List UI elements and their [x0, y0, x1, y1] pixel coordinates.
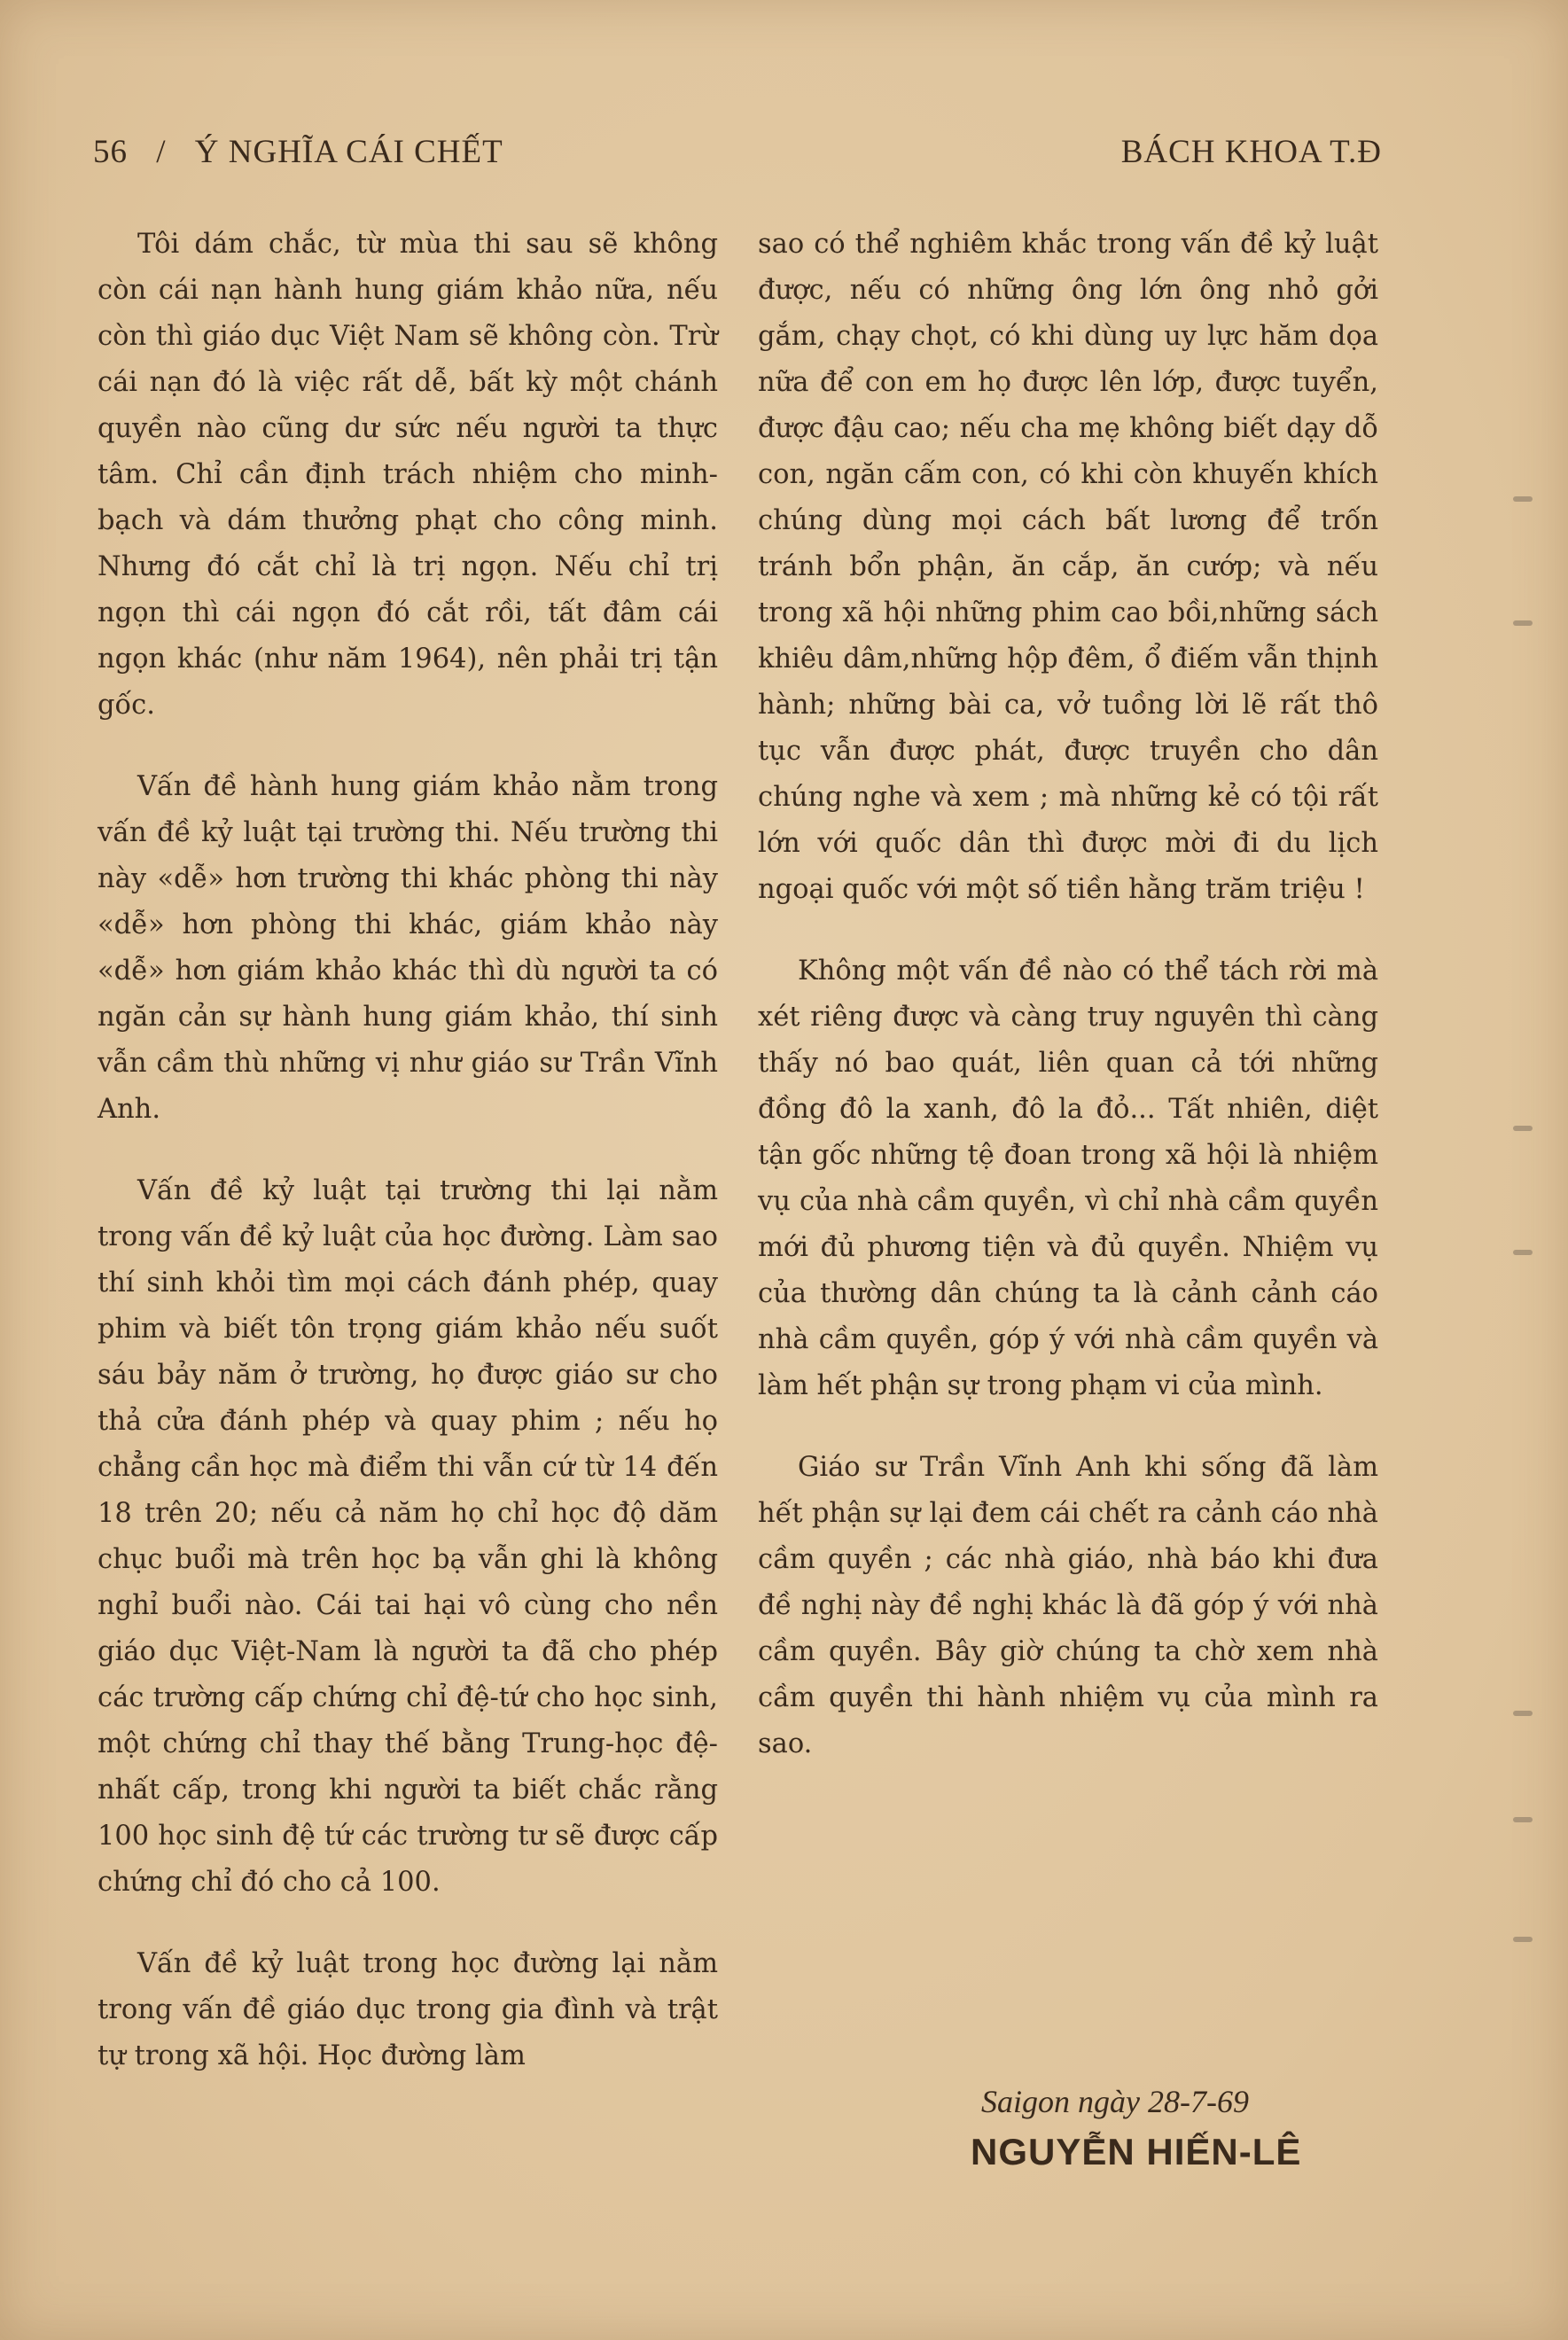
- paragraph: Vấn đề kỷ luật tại trường thi lại nằm trong vấn đề kỷ luật của học đường. Làm sao thí sinh khỏi tìm mọi cách đánh phép, quay phim và biết tôn trọng giám khảo nếu suốt sáu bảy năm ở trường, họ được giáo sư cho thả cửa đánh phép và quay phim ; nếu họ chẳng cần học mà điểm thi vẫn cứ từ 14 đến 18 trên 20; nếu cả năm họ chỉ học độ dăm chục buổi mà trên học bạ vẫn ghi là không nghỉ buổi nào. Cái tai hại vô cùng cho nền giáo dục Việt-Nam là người ta đã cho phép các trường cấp chứng chỉ đệ-tứ cho học sinh, một chứng chỉ thay thế bằng Trung-học đệ-nhất cấp, trong khi người ta biết chắc rằng 100 học sinh đệ tứ các trường tư sẽ được cấp chứng chỉ đó cho cả 100.: [98, 1175, 718, 1898]
- paper-mark: [1513, 496, 1533, 502]
- paragraph: Không một vấn đề nào có thể tách rời mà xét riêng được và càng truy nguyên thì càng thấy nó bao quát, liên quan cả tới những đồng đô la xanh, đô la đỏ... Tất nhiên, diệt tận gốc những tệ đoan trong xã hội là nhiệm vụ của nhà cầm quyền, vì chỉ nhà cầm quyền mới đủ phương tiện và đủ quyền. Nhiệm vụ của thường dân chúng ta là cảnh cảnh cáo nhà cầm quyền, góp ý với nhà cầm quyền và làm hết phận sự trong phạm vi của mình.: [758, 956, 1378, 1401]
- paragraph: sao có thể nghiêm khắc trong vấn đề kỷ luật được, nếu có những ông lớn ông nhỏ gởi gắm, chạy chọt, có khi dùng uy lực hăm dọa nữa để con em họ được lên lớp, được tuyển, được đậu cao; nếu cha mẹ không biết dạy dỗ con, ngăn cấm con, có khi còn khuyến khích chúng dùng mọi cách bất lương để trốn tránh bổn phận, ăn cắp, ăn cướp; và nếu trong xã hội những phim cao bồi,những sách khiêu dâm,những hộp đêm, ổ điếm vẫn thịnh hành; những bài ca, vở tuồng lời lẽ rất thô tục vẫn được phát, được truyền cho dân chúng nghe và xem ; mà những kẻ có tội rất lớn với quốc dân thì được mời đi du lịch ngoại quốc với một số tiền hằng trăm triệu !: [758, 229, 1378, 905]
- page-header: [93, 133, 1382, 171]
- signoff-date: Saigon ngày 28-7-69: [981, 2084, 1249, 2119]
- author-name: NGUYỄN HIẾN-LÊ: [971, 2131, 1302, 2172]
- header-separator: /: [156, 134, 167, 170]
- left-column: [98, 222, 718, 2115]
- page-number: 56: [93, 134, 128, 170]
- paragraph: Giáo sư Trần Vĩnh Anh khi sống đã làm hết phận sự lại đem cái chết ra cảnh cáo nhà cầm quyền ; các nhà giáo, nhà báo khi đưa đề nghị này đề nghị khác là đã góp ý với nhà cầm quyền. Bây giờ chúng ta chờ xem nhà cầm quyền thi hành nhiệm vụ của mình ra sao.: [758, 1452, 1378, 1759]
- header-left: [93, 133, 523, 171]
- signoff: [971, 2083, 1301, 2173]
- paragraph: Tôi dám chắc, từ mùa thi sau sẽ không còn cái nạn hành hung giám khảo nữa, nếu còn thì giáo dục Việt Nam sẽ không còn. Trừ cái nạn đó là việc rất dễ, bất kỳ một chánh quyền nào cũng dư sức nếu người ta thực tâm. Chỉ cần định trách nhiệm cho minh-bạch và dám thưởng phạt cho công minh. Nhưng đó cắt chỉ là trị ngọn. Nếu chỉ trị ngọn thì cái ngọn đó cắt rồi, tất đâm cái ngọn khác (như năm 1964), nên phải trị tận gốc.: [98, 229, 718, 721]
- paper-mark: [1513, 1126, 1533, 1131]
- article-title: Ý NGHĨA CÁI CHẾT: [194, 134, 503, 170]
- paper-mark: [1513, 1250, 1533, 1255]
- paper-mark: [1513, 1817, 1533, 1822]
- paragraph: Vấn đề hành hung giám khảo nằm trong vấn đề kỷ luật tại trường thi. Nếu trường thi này «dễ» hơn trường thi khác phòng thi này «dễ» hơn phòng thi khác, giám khảo này «dễ» hơn giám khảo khác thì dù người ta có ngăn cản sự hành hung giám khảo, thí sinh vẫn cầm thù những vị như giáo sư Trần Vĩnh Anh.: [98, 771, 718, 1125]
- magazine-name: BÁCH KHOA T.Đ: [1120, 134, 1382, 170]
- right-column: [758, 222, 1378, 1803]
- paper-mark: [1513, 1937, 1533, 1942]
- paper-mark: [1513, 620, 1533, 626]
- paper-mark: [1513, 1711, 1533, 1716]
- paragraph: Vấn đề kỷ luật trong học đường lại nằm trong vấn đề giáo dục trong gia đình và trật tự trong xã hội. Học đường làm: [98, 1948, 718, 2071]
